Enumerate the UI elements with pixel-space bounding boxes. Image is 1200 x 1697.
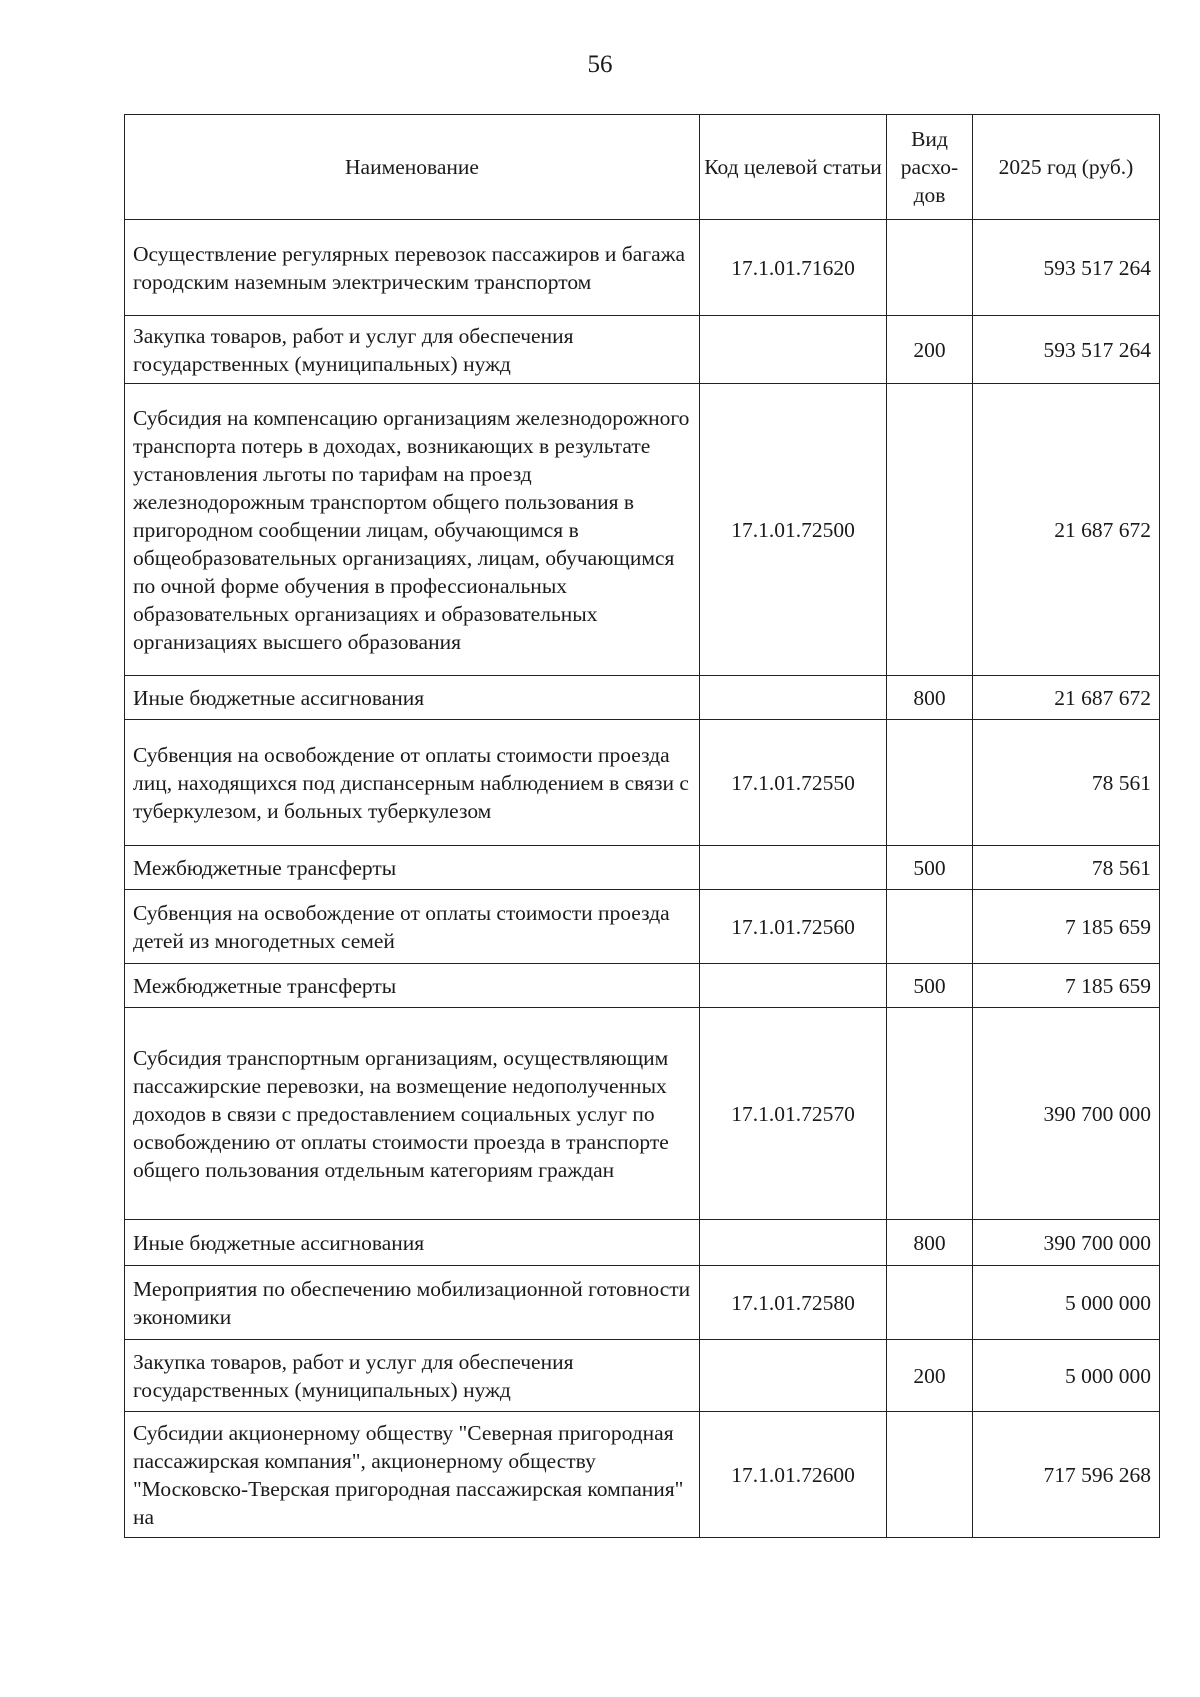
table-row [125, 1412, 1160, 1538]
page-number: 56 [587, 51, 613, 78]
table-row [125, 1266, 1160, 1340]
row-code [700, 964, 887, 1008]
table-row [125, 890, 1160, 964]
row-kind: 200 [887, 316, 973, 384]
row-name: Осуществление регулярных перевозок пассажиров и багажа городским наземным электрическим транспортом [125, 220, 700, 316]
row-sum: 5 000 000 [973, 1340, 1160, 1412]
row-name: Субсидия на компенсацию организациям железнодорожного транспорта потерь в доходах, возникающих в результате установления льготы по тарифам на проезд железнодорожным транспортом общего пользования в пригородном сообщении лицам, обучающимся в общеобразовательных организациях, лицам, обучающимся по очной форме обучения в профессиональных образовательных организациях и образовательных организациях высшего образования [125, 384, 700, 676]
table-row [125, 1008, 1160, 1220]
row-name: Субсидии акционерному обществу "Северная пригородная пассажирская компания", акционерному обществу "Московско-Тверская пригородная пассажирская компания" на [125, 1412, 700, 1538]
row-code [700, 676, 887, 720]
row-name: Субвенция на освобождение от оплаты стоимости проезда детей из многодетных семей [125, 890, 700, 964]
table-row [125, 220, 1160, 316]
row-sum: 593 517 264 [973, 220, 1160, 316]
row-code [700, 316, 887, 384]
table-row [125, 1220, 1160, 1266]
row-name: Субвенция на освобождение от оплаты стоимости проезда лиц, находящихся под диспансерным наблюдением в связи с туберкулезом, и больных туберкулезом [125, 720, 700, 846]
header-name: Наименование [125, 115, 700, 220]
row-sum: 78 561 [973, 720, 1160, 846]
row-sum: 5 000 000 [973, 1266, 1160, 1340]
row-kind [887, 384, 973, 676]
row-sum: 7 185 659 [973, 964, 1160, 1008]
row-code: 17.1.01.72560 [700, 890, 887, 964]
row-name: Закупка товаров, работ и услуг для обеспечения государственных (муниципальных) нужд [125, 316, 700, 384]
table-row [125, 316, 1160, 384]
row-kind [887, 890, 973, 964]
row-code: 17.1.01.72570 [700, 1008, 887, 1220]
row-sum: 390 700 000 [973, 1008, 1160, 1220]
row-kind [887, 720, 973, 846]
table-row [125, 964, 1160, 1008]
row-sum: 21 687 672 [973, 384, 1160, 676]
row-kind: 800 [887, 676, 973, 720]
table-row [125, 1340, 1160, 1412]
header-code: Код целевой статьи [700, 115, 887, 220]
table-row [125, 676, 1160, 720]
header-sum: 2025 год (руб.) [973, 115, 1160, 220]
row-sum: 390 700 000 [973, 1220, 1160, 1266]
row-kind [887, 220, 973, 316]
table-header-row [125, 115, 1160, 220]
row-kind: 200 [887, 1340, 973, 1412]
row-name: Межбюджетные трансферты [125, 846, 700, 890]
row-kind: 500 [887, 964, 973, 1008]
row-code: 17.1.01.72500 [700, 384, 887, 676]
row-code: 17.1.01.72580 [700, 1266, 887, 1340]
row-code [700, 1340, 887, 1412]
row-name: Субсидия транспортным организациям, осуществляющим пассажирские перевозки, на возмещение недополученных доходов в связи с предоставлением социальных услуг по освобождению от оплаты стоимости проезда в транспорте общего пользования отдельным категориям граждан [125, 1008, 700, 1220]
row-sum: 593 517 264 [973, 316, 1160, 384]
table-row [125, 384, 1160, 676]
row-name: Закупка товаров, работ и услуг для обеспечения государственных (муниципальных) нужд [125, 1340, 700, 1412]
budget-table [124, 114, 1160, 1538]
table-row [125, 720, 1160, 846]
row-sum: 21 687 672 [973, 676, 1160, 720]
row-name: Иные бюджетные ассигнования [125, 676, 700, 720]
row-kind [887, 1266, 973, 1340]
row-code: 17.1.01.71620 [700, 220, 887, 316]
header-kind: Вид расхо-дов [887, 115, 973, 220]
row-kind: 500 [887, 846, 973, 890]
row-code: 17.1.01.72550 [700, 720, 887, 846]
row-kind [887, 1008, 973, 1220]
row-sum: 7 185 659 [973, 890, 1160, 964]
row-name: Мероприятия по обеспечению мобилизационной готовности экономики [125, 1266, 700, 1340]
row-name: Иные бюджетные ассигнования [125, 1220, 700, 1266]
row-sum: 717 596 268 [973, 1412, 1160, 1538]
row-sum: 78 561 [973, 846, 1160, 890]
row-code [700, 1220, 887, 1266]
table-row [125, 846, 1160, 890]
row-code [700, 846, 887, 890]
row-code: 17.1.01.72600 [700, 1412, 887, 1538]
row-kind [887, 1412, 973, 1538]
row-kind: 800 [887, 1220, 973, 1266]
row-name: Межбюджетные трансферты [125, 964, 700, 1008]
